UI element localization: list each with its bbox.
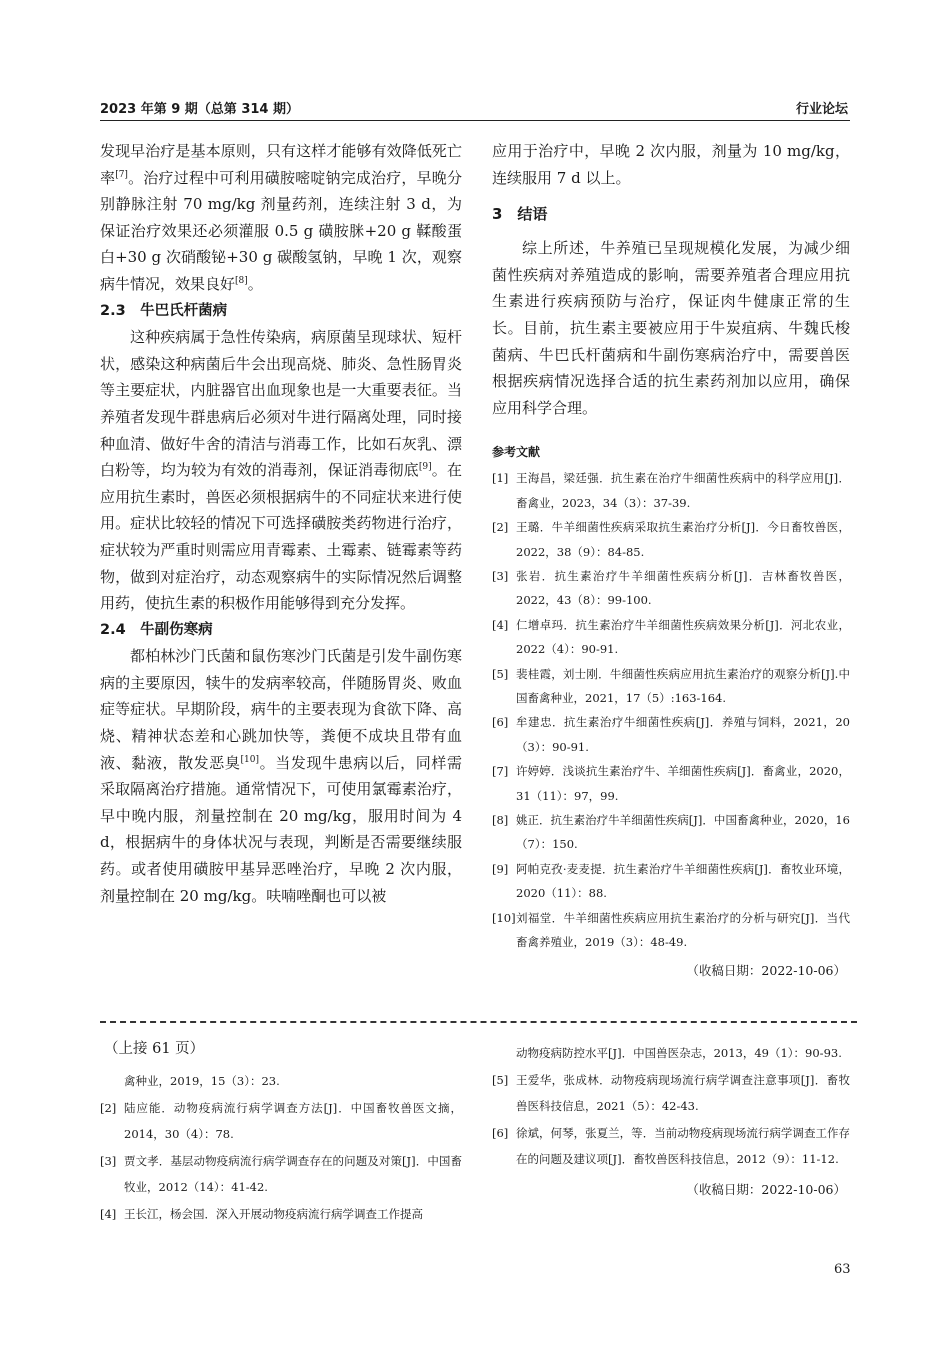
reference-number: [3] bbox=[100, 1153, 117, 1168]
paragraph-text: 。治疗过程中可利用磺胺嘧啶钠完成治疗，早晚分别静脉注射 70 mg/kg 剂量药剂，连续注射 3 d，为保证治疗效果还必须灌服 0.5 g 磺胺脒+20 g 鞣酸蛋白+30 g 次硝酸铋+30 g 碳酸氢钠，早晚 1 次，观察病牛情况，效果良好 bbox=[100, 168, 462, 293]
reference-number: [4] bbox=[100, 1206, 117, 1221]
reference-item bbox=[492, 808, 850, 857]
reference-item bbox=[492, 759, 850, 808]
paragraph-paratyphoid bbox=[100, 643, 462, 909]
reference-text: 王爱华，张成林．动物疫病现场流行病学调查注意事项[J]．畜牧兽医科技信息，2021（5）：42-43. bbox=[516, 1072, 850, 1113]
reference-number: [5] bbox=[492, 1072, 509, 1087]
reference-number: [8] bbox=[492, 813, 509, 828]
reference-item bbox=[492, 1067, 850, 1120]
reference-text: 徐斌，何琴，张夏兰，等．当前动物疫病现场流行病学调查工作存在的问题及建议项[J]．畜牧兽医科技信息，2012（9）：11-12. bbox=[516, 1125, 850, 1166]
reference-text: 裴桂霞，刘士刚．牛细菌性疾病应用抗生素治疗的观察分析[J].中国畜禽种业，2021，17（5）:163-164. bbox=[516, 666, 850, 705]
paragraph-text: 。在应用抗生素时，兽医必须根据病牛的不同症状来进行使用。症状比较轻的情况下可选择磺胺类药物进行治疗，症状较为严重时则需应用青霉素、土霉素、链霉素等药物，做到对症治疗，动态观察病牛的实际情况然后调整用药，使抗生素的积极作用能够得到充分发挥。 bbox=[100, 461, 462, 613]
reference-number: [4] bbox=[492, 617, 509, 632]
left-column bbox=[100, 138, 462, 909]
received-date-bottom: （收稿日期：2022-10-06） bbox=[686, 1181, 846, 1197]
reference-text: 张岩．抗生素治疗牛羊细菌性疾病分析[J]．吉林畜牧兽医，2022，43（8）：99-100. bbox=[516, 568, 850, 608]
reference-continued bbox=[100, 1068, 462, 1095]
reference-text: 贾文孝．基层动物疫病流行病学调查存在的问题及对策[J]．中国畜牧业，2012（14）：41-42. bbox=[124, 1153, 462, 1194]
reference-number: [10] bbox=[492, 910, 516, 925]
citation: [10] bbox=[240, 754, 260, 765]
reference-number: [6] bbox=[492, 1125, 509, 1140]
reference-number-spacer bbox=[492, 1040, 516, 1067]
reference-item bbox=[492, 466, 850, 515]
reference-item bbox=[100, 1095, 462, 1148]
reference-item bbox=[492, 662, 850, 711]
reference-continued bbox=[492, 1040, 850, 1067]
reference-text: 王海昌，梁廷强．抗生素在治疗牛细菌性疾病中的科学应用[J]．畜禽业，2023，34（3）：37-39. bbox=[516, 471, 850, 510]
heading-2-4: 2.4 牛副伤寒病 bbox=[100, 621, 213, 638]
paragraph-text: 。 bbox=[247, 274, 263, 293]
reference-number: [2] bbox=[100, 1100, 117, 1115]
reference-item bbox=[492, 906, 850, 955]
continued-left-column bbox=[100, 1036, 462, 1227]
citation: [7] bbox=[115, 169, 128, 180]
reference-list bbox=[492, 466, 850, 954]
reference-item bbox=[492, 613, 850, 662]
reference-text: 陆应能．动物疫病流行病学调查方法[J]．中国畜牧兽医文摘，2014，30（4）：78. bbox=[124, 1100, 462, 1141]
reference-text: 禽种业，2019，15（3）：23. bbox=[124, 1074, 280, 1088]
paragraph-text: 。当发现牛患病以后，同样需采取隔离治疗措施。通常情况下，可使用氯霉素治疗，早中晚内服，剂量控制在 20 mg/kg，服用时间为 4 d，根据病牛的身体状况与表现，判断是否需要继续服药。或者使用磺胺甲基异恶唑治疗，早晚 2 次内服，剂量控制在 20 mg/kg。呋喃唑酮也可以被 bbox=[100, 753, 462, 905]
reference-number: [5] bbox=[492, 666, 509, 681]
continued-note: （上接 61 页） bbox=[104, 1041, 205, 1057]
references-title: 参考文献 bbox=[492, 445, 541, 460]
reference-number: [6] bbox=[492, 715, 509, 730]
paragraph-continued: 应用于治疗中，早晚 2 次内服，剂量为 10 mg/kg，连续服用 7 d 以上。 bbox=[492, 142, 850, 187]
paragraph-text: 都柏林沙门氏菌和鼠伤寒沙门氏菌是引发牛副伤寒病的主要原因，犊牛的发病率较高，伴随肠胃炎、败血症等症状。早期阶段，病牛的主要表现为食欲下降、高烧、精神状态差和心跳加快等，粪便不成块且带有血液、黏液，散发恶臭 bbox=[100, 647, 462, 772]
reference-item bbox=[100, 1148, 462, 1201]
reference-item bbox=[492, 564, 850, 613]
heading-conclusion: 3 结语 bbox=[492, 205, 548, 224]
page-number: 63 bbox=[834, 1262, 851, 1277]
reference-text: 牟建忠．抗生素治疗牛细菌性疾病[J]．养殖与饲料，2021，20（3）：90-91. bbox=[516, 715, 850, 754]
right-column bbox=[492, 138, 850, 982]
reference-text: 王长江，杨会国．深入开展动物疫病流行病学调查工作提高 bbox=[124, 1206, 423, 1221]
reference-text: 王璐．牛羊细菌性疾病采取抗生素治疗分析[J]．今日畜牧兽医，2022，38（9）：84-85. bbox=[516, 520, 850, 559]
reference-item bbox=[492, 857, 850, 906]
reference-number-spacer bbox=[100, 1068, 124, 1095]
paragraph-pasteurellosis bbox=[100, 324, 462, 617]
reference-number: [9] bbox=[492, 861, 509, 876]
reference-text: 许婷婷．浅谈抗生素治疗牛、羊细菌性疾病[J]．畜禽业，2020，31（11）：97，99. bbox=[516, 764, 850, 803]
reference-item bbox=[492, 710, 850, 759]
section-header: 行业论坛 bbox=[795, 102, 848, 117]
reference-number: [3] bbox=[492, 568, 509, 583]
issue-header: 2023 年第 9 期（总第 314 期） bbox=[100, 102, 299, 117]
citation: [8] bbox=[235, 275, 248, 286]
reference-text: 姚正．抗生素治疗牛羊细菌性疾病[J]．中国畜禽种业，2020，16（7）：150. bbox=[516, 813, 850, 852]
continued-right-column bbox=[492, 1040, 850, 1201]
reference-item bbox=[492, 515, 850, 564]
header-rule bbox=[100, 120, 850, 121]
heading-2-3: 2.3 牛巴氏杆菌病 bbox=[100, 302, 228, 319]
reference-text: 动物疫病防控水平[J]．中国兽医杂志，2013，49（1）：90-93. bbox=[516, 1046, 842, 1060]
citation: [9] bbox=[418, 462, 432, 473]
reference-text: 刘福堂．牛羊细菌性疾病应用抗生素治疗的分析与研究[J]．当代畜禽养殖业，2019（3）：48-49. bbox=[516, 910, 850, 950]
reference-number: [7] bbox=[492, 764, 509, 779]
reference-text: 仁增卓玛．抗生素治疗牛羊细菌性疾病效果分析[J]．河北农业，2022（4）：90-91. bbox=[516, 617, 850, 657]
reference-number: [2] bbox=[492, 520, 509, 535]
reference-number: [1] bbox=[492, 471, 509, 486]
paragraph-text: 发现早治疗是基本原则，只有这样才能够有效降低死亡率 bbox=[100, 142, 462, 187]
received-date: （收稿日期：2022-10-06） bbox=[686, 963, 846, 979]
paragraph-conclusion: 综上所述，牛养殖已呈现规模化发展，为减少细菌性疾病对养殖造成的影响，需要养殖者合理应用抗生素进行疾病预防与治疗，保证肉牛健康正常的生长。目前，抗生素主要被应用于牛炭疽病、牛魏氏梭菌病、牛巴氏杆菌病和牛副伤寒病治疗中，需要兽医根据疾病情况选择合适的抗生素药剂加以应用，确保应用科学合理。 bbox=[492, 239, 850, 417]
paragraph-text: 这种疾病属于急性传染病，病原菌呈现球状、短杆状，感染这种病菌后牛会出现高烧、肺炎、急性肠胃炎等主要症状，内脏器官出血现象也是一大重要表征。当养殖者发现牛群患病后必须对牛进行隔离处理，同时接种血清、做好牛舍的清洁与消毒工作，比如石灰乳、漂白粉等，均为较为有效的消毒剂，保证消毒彻底 bbox=[100, 328, 462, 480]
reference-item bbox=[492, 1120, 850, 1173]
reference-text: 阿帕克孜·麦麦提．抗生素治疗牛羊细菌性疾病[J]．畜牧业环境，2020（11）：88. bbox=[516, 861, 850, 901]
paragraph-treatment bbox=[100, 138, 462, 298]
dashed-divider bbox=[100, 1021, 857, 1023]
reference-item bbox=[100, 1201, 462, 1228]
